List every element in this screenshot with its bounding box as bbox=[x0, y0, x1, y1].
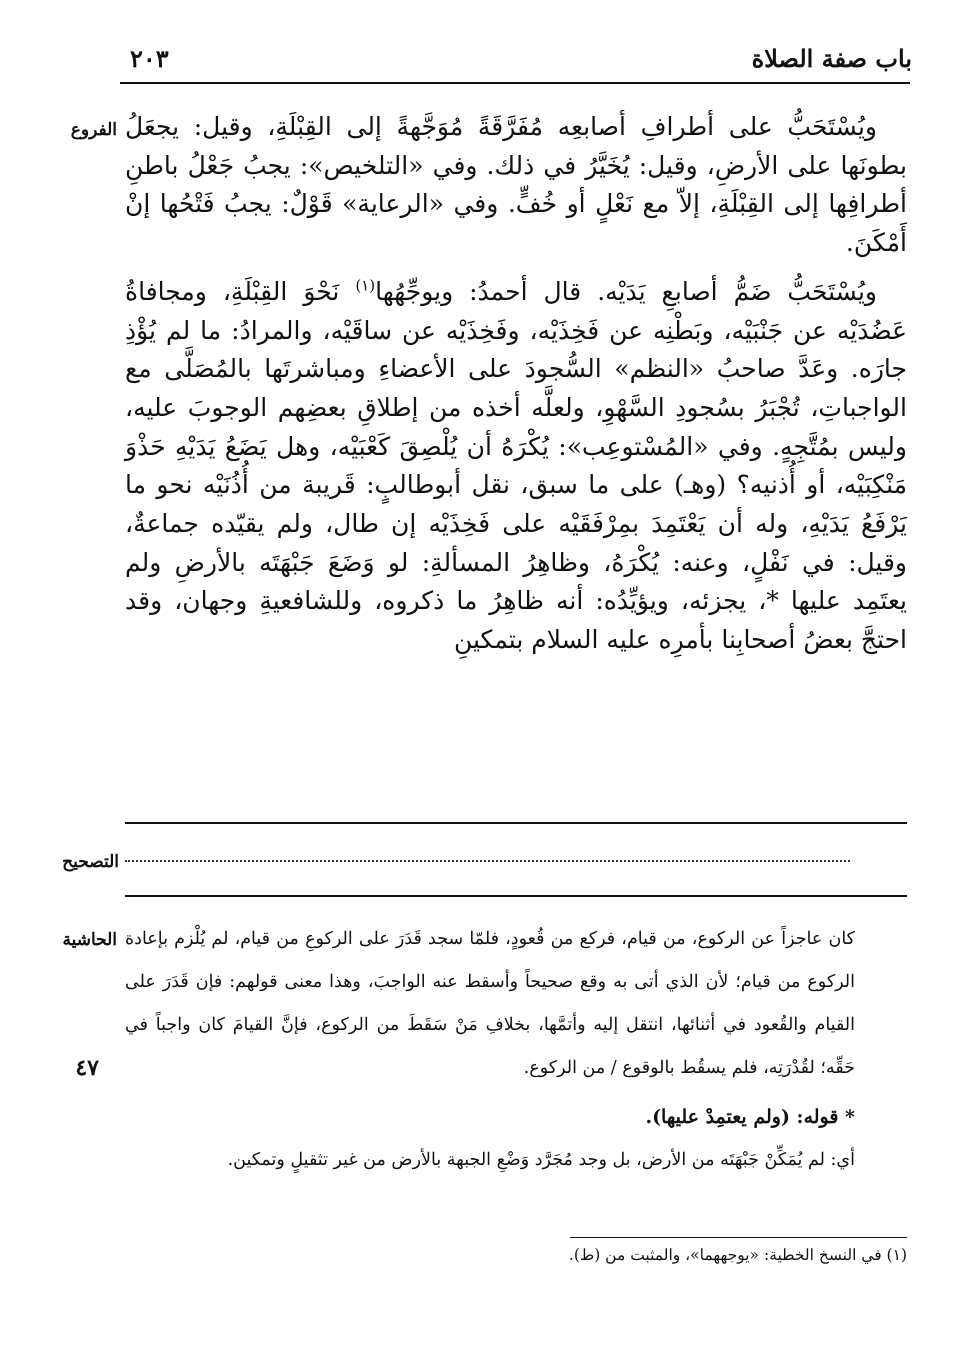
footnote: (١) في النسخ الخطية: «يوجههما»، والمثبت من (ط). bbox=[568, 1246, 907, 1264]
page-header bbox=[120, 40, 912, 80]
side-label-furu: الفروع bbox=[70, 120, 117, 140]
section-rule-top bbox=[125, 822, 907, 824]
page-number: ٢٠٣ bbox=[130, 44, 169, 73]
hashiya-note-body: أي: لم يُمَكِّنْ جَبْهَتَه من الأرض، بل وجد مُجَرَّد وَضْعِ الجبهة بالأرض من غير تثقيلٍ وتمكين. bbox=[227, 1150, 855, 1170]
tashih-dotted-line bbox=[125, 860, 850, 862]
running-title: باب صفة الصلاة bbox=[751, 44, 912, 73]
header-rule bbox=[120, 82, 910, 84]
hashiya-text bbox=[125, 918, 855, 1182]
main-paragraph-2 bbox=[125, 273, 907, 660]
side-label-tashih: التصحيح bbox=[62, 852, 119, 872]
main-paragraph-2-start: ويُسْتَحَبُّ ضَمُّ أصابعِ يَدَيْه. قال أحمدُ: ويوجِّهُها bbox=[375, 276, 877, 306]
main-paragraph-2-rest: نَحْوَ القِبْلَةِ، ومجافاةُ عَضُدَيْه عن جَنْبَيْه، وبَطْنِه عن فَخِذَيْه، وفَخِذَيْه عن ساقَيْه، والمرادُ: ما لم يُؤْذِ جارَه. وعَدَّ صاحبُ «النظم» السُّجودَ على الأعضاءِ ومباشرتَها بالمُصَلَّى مع الواجباتِ، تُجْبَرُ بسُجودِ السَّهْوِ، ولعلَّه أخذه من إطلاقِ بعضِهم الوجوبَ عليه، وليس بمُتَّجِهٍ. وفي «المُسْتوعِب»: يُكْرَهُ أن يُلْصِقَ كَعْبَيْه، وهل يَضَعُ يَدَيْهِ حَذْوَ مَنْكِبَيْه، أو أُذنيه؟ (وهـ) على ما سبق، نقل أبوطالبٍ: قَريبة من أُذُنَيْه نحو ما يَرْفَعُ يَدَيْهِ، وله أن يَعْتَمِدَ بمِرْفَقَيْه على فَخِذَيْه إن طال، ولم يقيّده جماعةٌ، وقيل: في نَفْلٍ، وعنه: يُكْرَهُ، وظاهِرُ المسألةِ: لو وَضَعَ جَبْهَتَه بالأرضِ ولم يعتَمِد عليها *، يجزئه، ويؤيِّدُه: أنه ظاهِرُ ما ذكروه، وللشافعيةِ وجهان، وقد احتجَّ بعضُ أصحابِنا بأمرِه عليه السلام بتمكينِ bbox=[125, 276, 907, 655]
hashiya-note-heading: * قوله: (ولم يعتمِدْ عليها). bbox=[645, 1106, 855, 1128]
side-volume-page-number: ٤٧ bbox=[75, 1055, 99, 1081]
hashiya-paragraph-1: كان عاجزاً عن الركوع، من قيام، فركع من قُعودٍ، فلمّا سجد قَدَرَ على الركوعِ من قيام، لم يُلْزم بإعادة الركوع من قيام؛ لأن الذي أتى به وقع صحيحاً وأسقط عنه الواجبَ، وهذا معنى قولهم: فإن قَدَرَ على القيام والقُعود في أثنائها، انتقل إليه وأتمَّها، بخلافِ مَنْ سَقَطَ من الركوع، فإنَّ القيامَ كان واجباً في حَقِّه؛ لقُدْرَتِه، فلم يسقُط بالوقوع / من الركوع. bbox=[125, 929, 855, 1078]
main-text bbox=[125, 108, 907, 660]
side-label-hashiya: الحاشية bbox=[62, 930, 117, 950]
section-rule-bottom bbox=[125, 895, 907, 897]
footnote-rule bbox=[570, 1237, 907, 1238]
main-paragraph-1: ويُسْتَحَبُّ على أطرافِ أصابعِه مُفَرَّقَةً مُوَجَّهةً إلى القِبْلَةِ، وقيل: يجعَلُ بطونَها على الأرضِ، وقيل: يُخَيَّرُ في ذلك. وفي «التلخيص»: يجبُ جَعْلُ باطنِ أطرافِها إلى القِبْلَةِ، إلاّ مع نَعْلٍ أو خُفٍّ. وفي «الرعاية» قَوْلٌ: يجبُ فَتْحُها إنْ أَمْكَنَ. bbox=[125, 112, 907, 258]
footnote-marker: (١) bbox=[355, 276, 376, 295]
